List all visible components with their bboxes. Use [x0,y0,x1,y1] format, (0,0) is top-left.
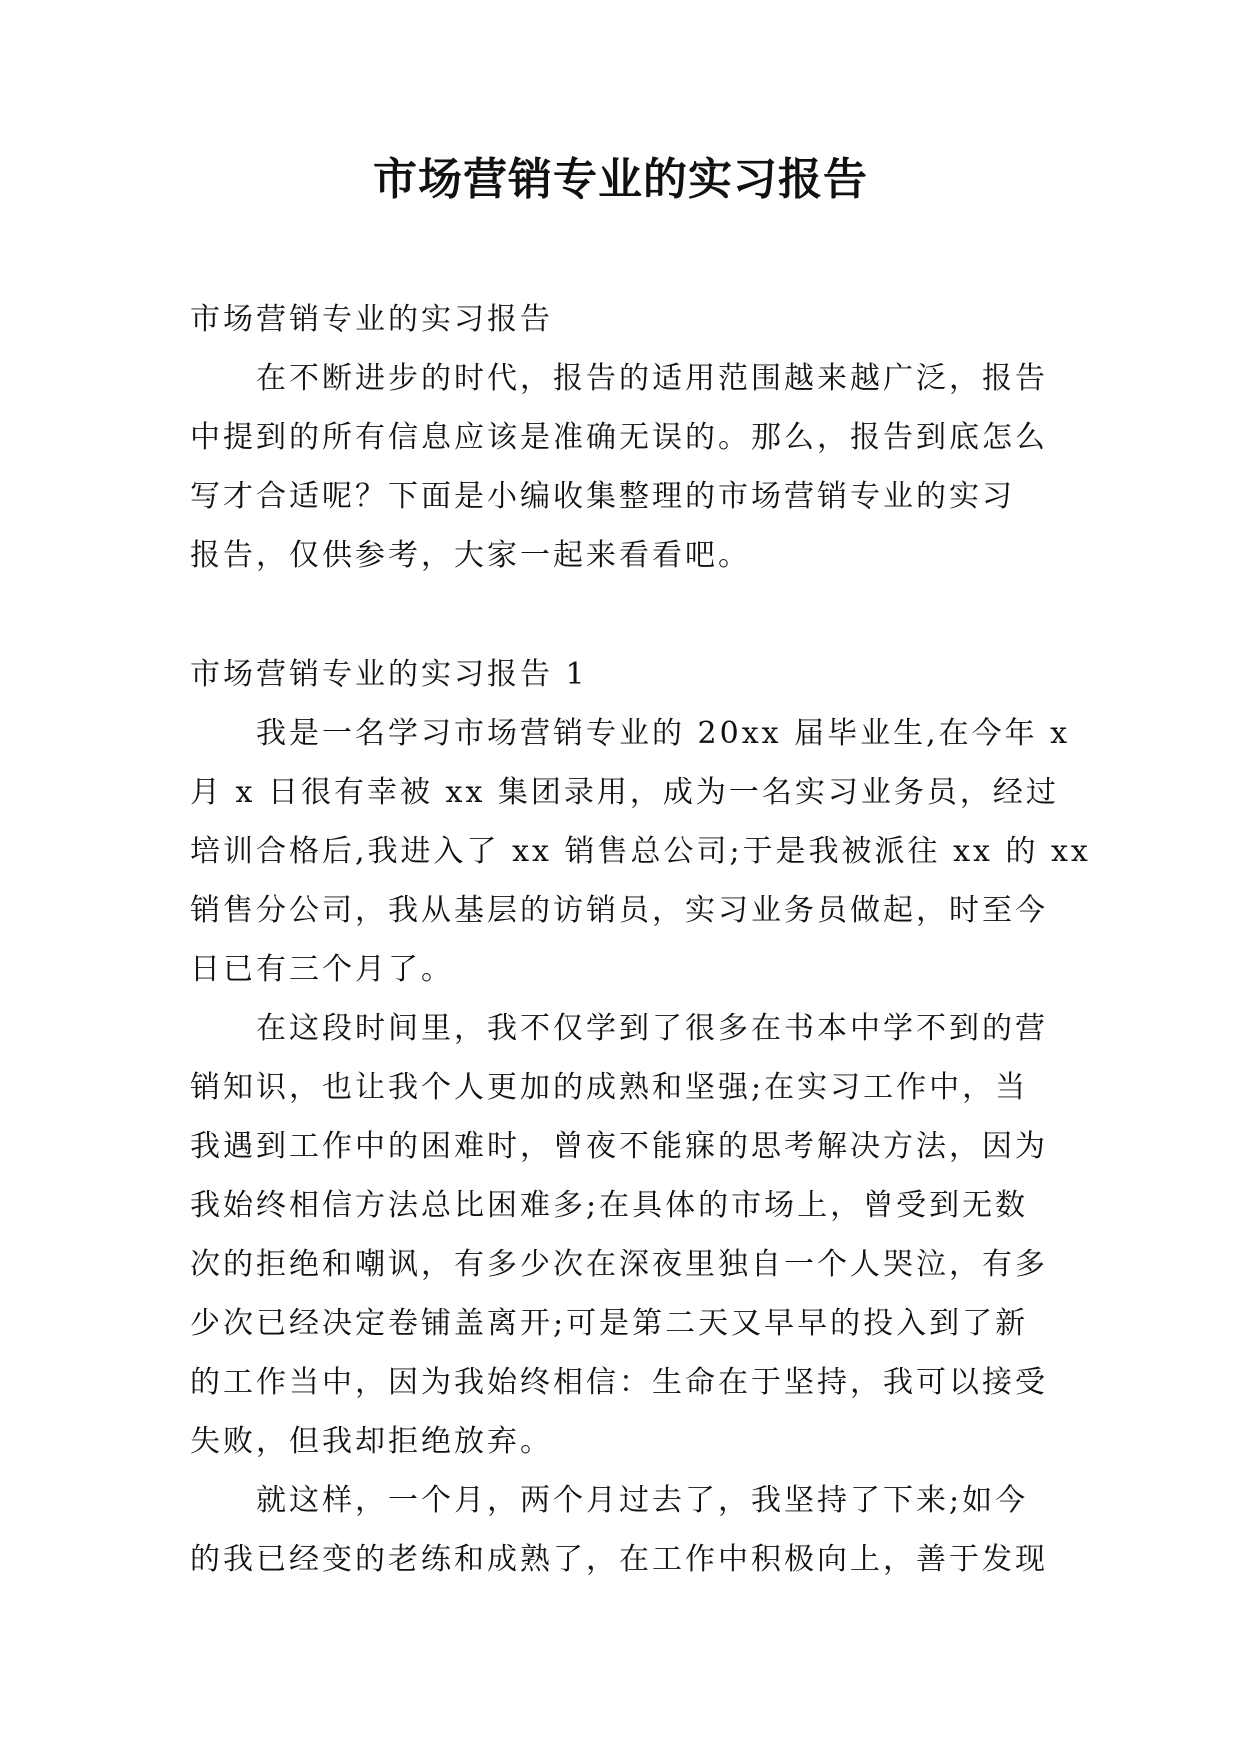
text-line: 就这样，一个月，两个月过去了，我坚持了下来;如今 [256,1483,1029,1518]
text-line: 我是一名学习市场营销专业的 20xx 届毕业生,在今年 x [256,716,1071,751]
text-line: 月 x 日很有幸被 xx 集团录用，成为一名实习业务员，经过 [190,775,1059,810]
text-line: 写才合适呢？下面是小编收集整理的市场营销专业的实习 [190,479,1015,514]
text-line: 少次已经决定卷铺盖离开;可是第二天又早早的投入到了新 [190,1306,1029,1341]
subheading: 市场营销专业的实习报告 [190,302,553,337]
document-body [190,290,1091,1589]
text-line: 培训合格后,我进入了 xx 销售总公司;于是我被派往 xx 的 xx [190,834,1091,869]
text-line: 我始终相信方法总比困难多;在具体的市场上，曾受到无数 [190,1188,1029,1223]
text-line: 中提到的所有信息应该是准确无误的。那么，报告到底怎么 [190,420,1048,455]
text-line: 失败，但我却拒绝放弃。 [190,1424,553,1459]
paragraph-3 [190,1471,1050,1589]
text-line: 销知识，也让我个人更加的成熟和坚强;在实习工作中，当 [190,1070,1029,1105]
paragraph-1 [190,704,1091,999]
intro-paragraph [190,349,1050,585]
text-line: 的我已经变的老练和成熟了，在工作中积极向上，善于发现 [190,1542,1048,1577]
text-line: 在这段时间里，我不仅学到了很多在书本中学不到的营 [256,1011,1048,1046]
text-line: 次的拒绝和嘲讽，有多少次在深夜里独自一个人哭泣，有多 [190,1247,1048,1282]
text-line: 的工作当中，因为我始终相信：生命在于坚持，我可以接受 [190,1365,1048,1400]
text-line: 我遇到工作中的困难时，曾夜不能寐的思考解决方法，因为 [190,1129,1048,1164]
document-title: 市场营销专业的实习报告 [373,154,868,205]
paragraph-gap [190,585,1050,645]
paragraph-2 [190,999,1050,1471]
text-line: 日已有三个月了。 [190,952,454,987]
text-line: 销售分公司，我从基层的访销员，实习业务员做起，时至今 [190,893,1048,928]
section-heading: 市场营销专业的实习报告 1 [190,657,588,692]
text-line: 在不断进步的时代，报告的适用范围越来越广泛，报告 [256,361,1048,396]
text-line: 报告，仅供参考，大家一起来看看吧。 [190,538,751,573]
